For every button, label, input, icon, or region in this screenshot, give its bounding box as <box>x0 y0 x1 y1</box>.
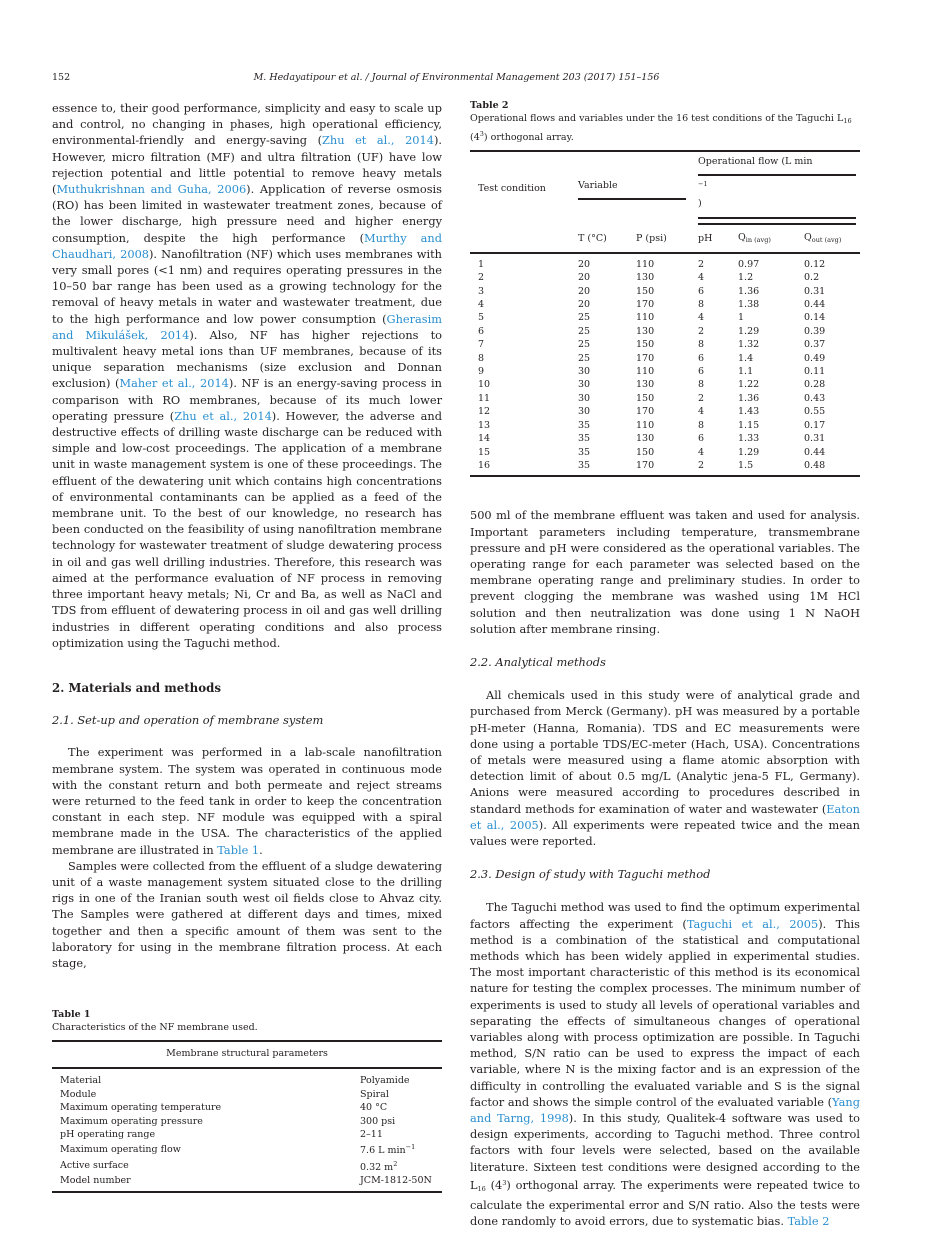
cell-ph: 6 <box>698 352 705 364</box>
cell-test-condition: 7 <box>478 339 485 351</box>
cell-qout: 0.17 <box>804 419 826 431</box>
cell-qin: 0.97 <box>738 258 760 270</box>
table-caption: Operational flows and variables under the 16 test conditions of the Taguchi $L_{16}$ $(4^3)$ orthogonal array. <box>470 113 852 143</box>
cell-temperature: 20 <box>578 299 591 311</box>
cell-qout: 0.49 <box>804 352 826 364</box>
table-row <box>470 311 860 324</box>
cell-temperature: 25 <box>578 339 591 351</box>
cell-qin: 1.4 <box>738 352 754 364</box>
table-row <box>52 1115 442 1128</box>
cell-ph: 8 <box>698 299 705 311</box>
table-row <box>470 365 860 378</box>
parameter-value: JCM-1812-50N <box>352 1174 442 1191</box>
table-row <box>52 1088 442 1101</box>
parameter-value: 40 °C <box>360 1102 388 1114</box>
cell-test-condition: 13 <box>478 419 491 431</box>
cell-pressure: 110 <box>636 366 655 378</box>
page-number: 152 <box>52 72 71 83</box>
cell-test-condition: 8 <box>478 352 485 364</box>
cell-qin: 1 <box>738 312 745 324</box>
cell-test-condition: 16 <box>470 459 570 476</box>
cell-qout: 0.55 <box>804 406 826 418</box>
cell-qout: 0.11 <box>804 366 826 378</box>
cell-temperature: 30 <box>578 406 591 418</box>
analytical-methods-paragraph: All chemicals used in this study were of analytical grade and purchased from Merck (Germany). pH was measured by a portable pH-meter (Hanna, Romania). TDS and EC measurements were done using a portable TDS/EC-meter (Hach, USA). Concentrations of metals were measured using a flame atomic absorption with detection limit of about 0.5 mg/L (Analytic jena-5 FL, Germany). Anions were measured according to procedures described in standard methods for examination of water and wastewater (Eaton et al., 2005). All experiments were repeated twice and the mean values were reported. <box>470 688 860 848</box>
parameter-name: Maximum operating pressure <box>60 1115 203 1127</box>
cell-ph: 4 <box>698 406 705 418</box>
parameter-name: pH operating range <box>60 1128 156 1140</box>
table-row <box>52 1068 442 1087</box>
table-label: Table 1 <box>52 1009 91 1021</box>
parameter-name: Active surface <box>60 1160 129 1172</box>
cell-qin: 1.1 <box>738 366 754 378</box>
parameter-name: Model number <box>52 1174 352 1191</box>
cell-qin: 1.22 <box>738 379 760 391</box>
cell-qout: 0.37 <box>804 339 826 351</box>
col-header-ph: pH <box>690 227 730 253</box>
table-caption: Characteristics of the NF membrane used. <box>52 1022 258 1034</box>
table-reference-link[interactable]: Table 2 <box>787 1214 830 1229</box>
cell-test-condition: 5 <box>478 312 485 324</box>
cell-qin: 1.29 <box>738 446 760 458</box>
table-row <box>470 392 860 405</box>
cell-pressure: 130 <box>636 433 655 445</box>
col-group-operational-flow: Operational flow (L min $^{-1}$ ) <box>690 151 860 227</box>
cell-qin: 1.36 <box>738 392 760 404</box>
subsection-heading: 2.2. Analytical methods <box>470 654 606 669</box>
parameter-name: Material <box>60 1075 102 1087</box>
cell-test-condition: 3 <box>478 285 485 297</box>
setup-paragraph: The experiment was performed in a lab-scale nanofiltration membrane system. The system was operated in continuous mode with the constant return and both permeate and reject streams were returned to the feed tank in order to keep the concentration constant in each step. NF module was equipped with a spiral membrane made in the USA. The characteristics of the applied membrane are illustrated in Table 1. <box>52 745 442 857</box>
cell-temperature: 20 <box>578 272 591 284</box>
running-header <box>52 72 861 86</box>
cell-pressure: 170 <box>636 406 655 418</box>
table-row <box>470 432 860 445</box>
cell-temperature: 30 <box>578 379 591 391</box>
cell-test-condition: 1 <box>478 258 485 270</box>
journal-citation-line: M. Hedayatipour et al. / Journal of Environmental Management 203 (2017) 151–156 <box>253 72 660 83</box>
cell-qin: 1.38 <box>738 299 760 311</box>
citation-link[interactable]: Yang and Tarng, 1998 <box>470 1094 860 1126</box>
cell-pressure: 170 <box>636 299 655 311</box>
cell-test-condition: 14 <box>478 433 491 445</box>
intro-paragraph: essence to, their good performance, simplicity and easy to scale up and control, no changing in phases, high operational efficiency, environmental-friendly and energy-saving (Zhu et al., 2014). However, micro filtration (MF) and ultra filtration (UF) have low rejection potential and little potential to remove heavy metals (Muthukrishnan and Guha, 2006). Application of reverse osmosis (RO) has been limited in wastewater treatment zones, because of the lower discharge, high pressure need and higher energy consumption, despite the high performance (Murthy and Chaudhari, 2008). Nanofiltration (NF) which uses membranes with very small pores (<1 nm) and requires operating pressures in the 10–50 bar range has been used as a growing technology for the removal of heavy metals in water and wastewater treatment, due to the high performance and low power consumption (Gherasim and Mikulášek, 2014). Also, NF has higher rejections to multivalent heavy metal ions than UF membranes, because of its unique separation mechanisms (size exclusion and Donnan exclusion) (Maher et al., 2014). NF is an energy-saving process in comparison with RO membranes, because of its much lower operating pressure (Zhu et al., 2014). However, the adverse and destructive effects of drilling waste discharge can be reduced with simple and low-cost proceedings. The application of a membrane unit in waste management system is one of these proceedings. The effluent of the dewatering unit which contains high concentrations of environmental contaminants can be applied as a feed of the membrane unit. To the best of our knowledge, no research has been conducted on the feasibility of using nanofiltration membrane technology for wastewater treatment of sludge dewatering process in oil and gas well drilling industries. Therefore, this research was aimed at the performance evaluation of NF process in removing three important heavy metals; Ni, Cr and Ba, as well as NaCl and TDS from effluent of dewatering process in oil and gas well drilling industries in different operating conditions and also process optimization using the Taguchi method. <box>52 101 442 650</box>
cell-pressure: 130 <box>636 379 655 391</box>
left-column <box>52 100 442 1193</box>
taguchi-paragraph: The Taguchi method was used to find the optimum experimental factors affecting the experiment (Taguchi et al., 2005). This method is a combination of the statistical and computational methods which has been widely applied in experimental studies. The most important characteristic of this method is its economical nature for testing the complex processes. The minimum number of experiments is used to study all levels of operational variables and separating the effects of simultaneous changes of operational variables along with process optimization are possible. In Taguchi method, S/N ratio can be used to express the impact of each variable, where N is the mixing factor and is an expression of the difficulty in controlling the evaluated variable and S is the signal factor and shows the simple control of the evaluated variable (Yang and Tarng, 1998). In this study, Qualitek-4 software was used to design experiments, according to Taguchi method. Three control factors with four levels were selected, based on the available literature. Sixteen test conditions were designed according to the $L_{16}$ $(4^3)$ orthogonal array. The experiments were repeated twice to calculate the experimental error and S/N ratio. Also the tests were done randomly to avoid errors, due to systematic bias. Table 2 <box>470 900 860 1229</box>
cell-temperature: 25 <box>578 325 591 337</box>
cell-ph: 8 <box>698 419 705 431</box>
cell-qin: 1.2 <box>738 272 754 284</box>
parameter-value: Spiral <box>360 1088 389 1100</box>
cell-ph: 2 <box>690 459 730 476</box>
table-row <box>52 1101 442 1114</box>
parameter-name: Maximum operating flow <box>60 1143 181 1155</box>
citation-link[interactable]: Gherasim and Mikulášek, 2014 <box>52 311 442 342</box>
subsection-heading: 2.1. Set-up and operation of membrane system <box>52 713 324 728</box>
col-header-temperature: T (°C) <box>570 227 628 253</box>
membrane-characteristics-table <box>52 1040 442 1192</box>
cell-qin: 1.15 <box>738 419 760 431</box>
cell-ph: 6 <box>698 433 705 445</box>
cell-pressure: 130 <box>636 325 655 337</box>
cell-temperature: 30 <box>578 366 591 378</box>
cell-pressure: 170 <box>636 352 655 364</box>
cell-test-condition: 2 <box>478 272 485 284</box>
cell-ph: 6 <box>698 366 705 378</box>
cell-qout: 0.31 <box>804 433 826 445</box>
cell-pressure: 130 <box>636 272 655 284</box>
table-row <box>470 352 860 365</box>
cell-pressure: 150 <box>636 446 655 458</box>
parameter-value: Polyamide <box>360 1075 410 1087</box>
cell-ph: 8 <box>698 379 705 391</box>
citation-link[interactable]: Maher et al., 2014 <box>119 376 229 391</box>
citation-link[interactable]: Muthukrishnan and Guha, 2006 <box>56 182 247 197</box>
cell-test-condition: 9 <box>478 366 485 378</box>
citation-link[interactable]: Eaton et al., 2005 <box>470 801 860 832</box>
cell-pressure: 110 <box>636 312 655 324</box>
table-row <box>470 271 860 284</box>
cell-pressure: 150 <box>636 392 655 404</box>
cell-ph: 2 <box>698 325 705 337</box>
table-row <box>470 446 860 459</box>
parameter-value: 2–11 <box>360 1128 383 1140</box>
cell-qin: 1.33 <box>738 433 760 445</box>
cell-pressure: 110 <box>636 258 655 270</box>
cell-qout: 0.31 <box>804 285 826 297</box>
cell-qout: 0.28 <box>804 379 826 391</box>
parameter-value: 300 psi <box>360 1115 396 1127</box>
parameter-value: 7.6 L $\min^{-1}$ <box>360 1143 416 1157</box>
cell-qout: 0.48 <box>796 459 860 476</box>
table-row <box>470 378 860 391</box>
cell-pressure: 150 <box>636 339 655 351</box>
cell-ph: 2 <box>698 258 705 270</box>
cell-qin: 1.32 <box>738 339 760 351</box>
subsection-heading: 2.3. Design of study with Taguchi method <box>470 867 711 882</box>
cell-temperature: 25 <box>578 312 591 324</box>
cell-test-condition: 11 <box>478 392 491 404</box>
cell-qout: 0.12 <box>804 258 826 270</box>
table-row <box>470 253 860 271</box>
table-row <box>52 1158 442 1174</box>
parameter-name: Maximum operating temperature <box>60 1102 222 1114</box>
cell-qout: 0.44 <box>804 446 826 458</box>
cell-qout: 0.2 <box>804 272 820 284</box>
cell-ph: 4 <box>698 446 705 458</box>
cell-ph: 6 <box>698 285 705 297</box>
col-header-test-condition: Test condition <box>470 151 570 227</box>
cell-ph: 4 <box>698 272 705 284</box>
cell-test-condition: 10 <box>478 379 491 391</box>
cell-temperature: 25 <box>578 352 591 364</box>
cell-temperature: 35 <box>578 433 591 445</box>
parameter-name: Module <box>60 1088 97 1100</box>
col-group-variable: Variable <box>570 151 690 227</box>
cell-ph: 4 <box>698 312 705 324</box>
cell-ph: 8 <box>698 339 705 351</box>
citation-link[interactable]: Zhu et al., 2014 <box>322 133 434 148</box>
col-header-qout: $Q_{out (avg)}$ <box>796 227 860 253</box>
table-row <box>470 338 860 351</box>
taguchi-conditions-table <box>470 150 860 477</box>
cell-pressure: 110 <box>636 419 655 431</box>
cell-ph: 2 <box>698 392 705 404</box>
table-label: Table 2 <box>470 100 509 111</box>
samples-paragraph: Samples were collected from the effluent of a sludge dewatering unit of a waste management system situated close to the drilling rigs in one of the Iranian south west oil fields close to Ahvaz city. The Samples were gathered at different days and times, mixed together and then a specific amount of them was sent to the laboratory for using in the membrane filtration process. At each stage, <box>52 858 442 970</box>
cell-temperature: 35 <box>578 446 591 458</box>
cell-test-condition: 12 <box>478 406 491 418</box>
table2-block <box>470 100 860 477</box>
cell-qout: 0.44 <box>804 299 826 311</box>
table-row <box>470 298 860 311</box>
table-row <box>470 459 860 476</box>
cell-pressure: 170 <box>628 459 690 476</box>
table-row <box>470 285 860 298</box>
cell-qout: 0.43 <box>804 392 826 404</box>
cell-test-condition: 15 <box>478 446 491 458</box>
table-row <box>470 419 860 432</box>
cell-qout: 0.14 <box>804 312 826 324</box>
table-header: Membrane structural parameters <box>52 1041 442 1068</box>
cell-qin: 1.29 <box>738 325 760 337</box>
citation-link[interactable]: Zhu et al., 2014 <box>174 408 272 423</box>
table-reference-link[interactable]: Table 1 <box>217 842 260 857</box>
col-header-qin: $Q_{in (avg)}$ <box>730 227 796 253</box>
right-column <box>470 100 860 1229</box>
table1-block <box>52 1009 442 1192</box>
section-heading: 2. Materials and methods <box>52 680 221 695</box>
cell-temperature: 35 <box>578 419 591 431</box>
cell-temperature: 30 <box>578 392 591 404</box>
table-row <box>52 1174 442 1191</box>
citation-link[interactable]: Taguchi et al., 2005 <box>686 916 819 931</box>
effluent-paragraph: 500 ml of the membrane effluent was taken and used for analysis. Important parameters including temperature, transmembrane pressure and pH were considered as the operational variables. The operating range for each parameter was selected based on the membrane operating range and preliminary studies. In order to prevent clogging the membrane was washed using 1M HCl solution and then neutralization was done using 1 N NaOH solution after membrane rinsing. <box>470 508 860 636</box>
cell-pressure: 150 <box>636 285 655 297</box>
citation-link[interactable]: Murthy and Chaudhari, 2008 <box>52 230 442 261</box>
table-row <box>470 405 860 418</box>
cell-qin: 1.5 <box>730 459 796 476</box>
parameter-value: 0.32 $m^2$ <box>360 1159 398 1173</box>
cell-qout: 0.39 <box>804 325 826 337</box>
cell-temperature: 20 <box>578 285 591 297</box>
cell-test-condition: 6 <box>478 325 485 337</box>
cell-qin: 1.43 <box>738 406 760 418</box>
col-header-pressure: P (psi) <box>628 227 690 253</box>
cell-temperature: 20 <box>578 258 591 270</box>
cell-temperature: 35 <box>570 459 628 476</box>
table-row <box>52 1128 442 1141</box>
table-row <box>52 1141 442 1157</box>
cell-qin: 1.36 <box>738 285 760 297</box>
cell-test-condition: 4 <box>478 299 485 311</box>
table-row <box>470 325 860 338</box>
